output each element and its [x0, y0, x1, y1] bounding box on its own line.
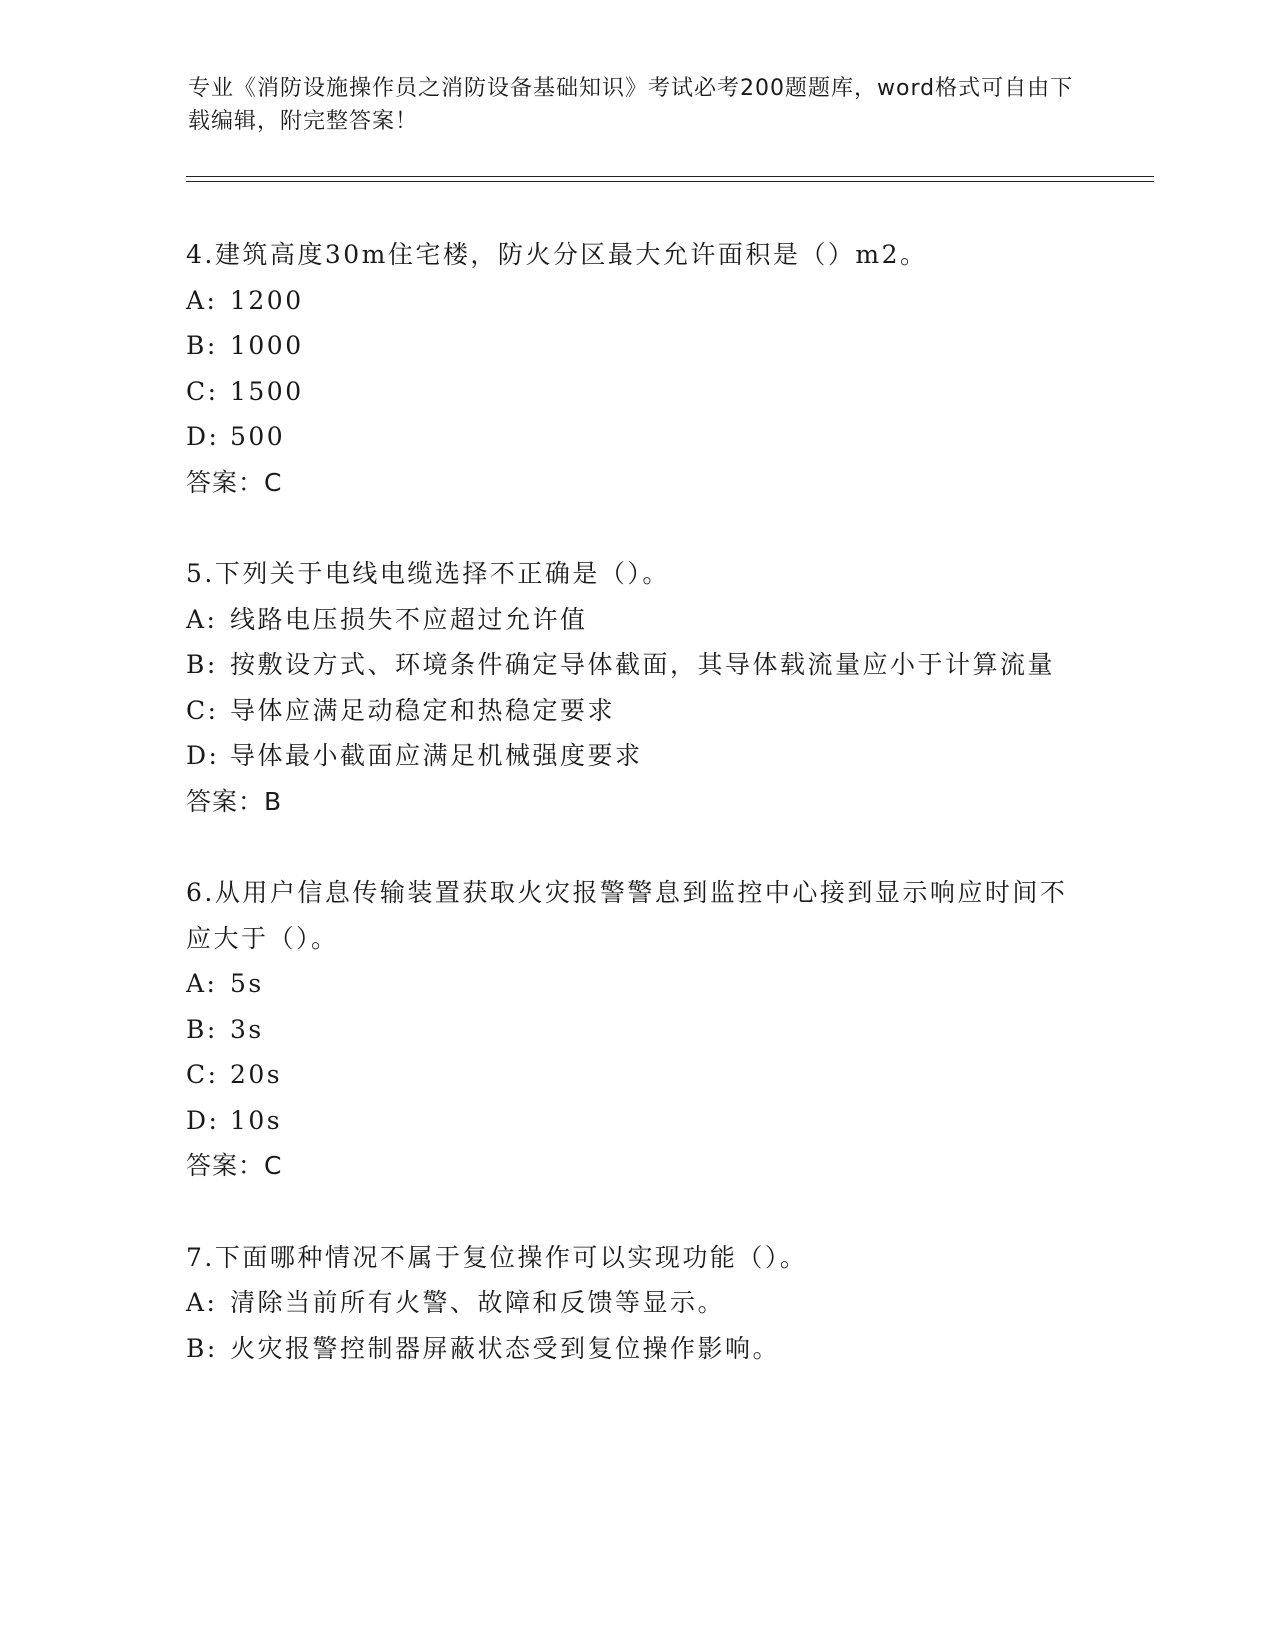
- question-7: [186, 1235, 1086, 1372]
- option-text: 火灾报警控制器屏蔽状态受到复位操作影响。: [230, 1333, 781, 1363]
- option-text: 500: [230, 422, 286, 451]
- question-text: 下列关于电线电缆选择不正确是（）。: [214, 559, 670, 588]
- option-text: 导体最小截面应满足机械强度要求: [230, 741, 643, 770]
- option-b: [186, 1007, 1086, 1053]
- option-text: 1200: [230, 285, 304, 315]
- option-letter: D:: [186, 1105, 220, 1135]
- option-a: [186, 597, 1086, 643]
- question-text: 建筑高度30m住宅楼，防火分区最大允许面积是（）m2。: [214, 240, 928, 269]
- question-text: 下面哪种情况不属于复位操作可以实现功能（）。: [214, 1242, 808, 1272]
- option-b: [186, 323, 1086, 369]
- header-divider-line: [186, 176, 1154, 177]
- document-intro: 专业《消防设施操作员之消防设备基础知识》考试必考200题题库，word格式可自由下载编辑，附完整答案！: [188, 76, 1074, 134]
- header-divider-line-double: [186, 181, 1154, 182]
- option-letter: B:: [186, 1333, 218, 1363]
- option-letter: B:: [186, 331, 218, 360]
- option-letter: C:: [186, 695, 219, 725]
- option-text: 1500: [230, 376, 304, 406]
- question-list: [186, 232, 1086, 1417]
- option-d: [186, 733, 1086, 779]
- option-letter: D:: [186, 741, 220, 770]
- option-text: 清除当前所有火警、故障和反馈等显示。: [230, 1288, 726, 1317]
- option-a: [186, 961, 1086, 1007]
- option-d: [186, 1098, 1086, 1144]
- option-text: 20s: [230, 1060, 283, 1089]
- question-stem: [186, 870, 1086, 961]
- option-c: [186, 688, 1086, 734]
- question-stem: [186, 1235, 1086, 1281]
- option-text: 按敷设方式、环境条件确定导体截面，其导体载流量应小于计算流量: [230, 650, 1056, 679]
- question-5: [186, 551, 1086, 824]
- option-text: 1000: [230, 331, 304, 360]
- option-c: [186, 369, 1086, 415]
- question-stem: [186, 232, 1086, 278]
- option-c: [186, 1052, 1086, 1098]
- answer-line: 答案：C: [186, 467, 283, 497]
- answer-line: 答案：C: [186, 1151, 283, 1180]
- option-letter: B:: [186, 650, 218, 679]
- question-number: 7.: [186, 1242, 215, 1272]
- option-letter: D:: [186, 422, 220, 451]
- option-letter: A:: [186, 1288, 218, 1317]
- option-d: [186, 414, 1086, 460]
- question-stem: [186, 551, 1086, 597]
- option-b: [186, 1326, 1086, 1372]
- option-letter: A:: [186, 969, 218, 998]
- option-text: 3s: [230, 1014, 264, 1044]
- option-text: 5s: [230, 969, 264, 998]
- option-text: 导体应满足动稳定和热稳定要求: [230, 695, 616, 725]
- option-a: [186, 278, 1086, 324]
- question-number: 6.: [186, 878, 215, 907]
- question-text: 从用户信息传输装置获取火灾报警警息到监控中心接到显示响应时间不应大于（）。: [186, 878, 1068, 953]
- answer-line: 答案：B: [186, 786, 283, 816]
- option-letter: A:: [186, 285, 218, 315]
- option-text: 线路电压损失不应超过允许值: [230, 604, 588, 634]
- question-6: [186, 870, 1086, 1189]
- option-b: [186, 642, 1086, 688]
- question-number: 5.: [186, 559, 215, 588]
- option-a: [186, 1280, 1086, 1326]
- question-number: 4.: [186, 240, 215, 269]
- option-letter: C:: [186, 376, 219, 406]
- option-letter: A:: [186, 604, 218, 634]
- option-letter: C:: [186, 1060, 219, 1089]
- option-letter: B:: [186, 1014, 218, 1044]
- option-text: 10s: [230, 1105, 283, 1135]
- question-4: [186, 232, 1086, 505]
